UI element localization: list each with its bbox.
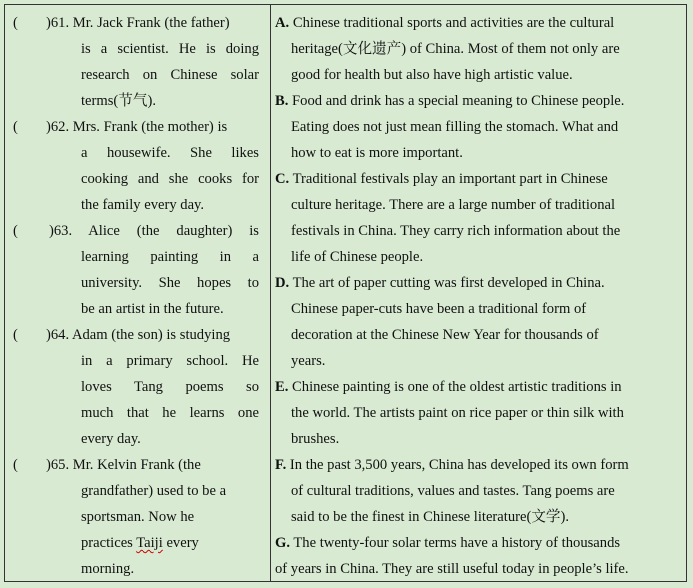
q63-line-2: learning painting in a (81, 249, 259, 265)
q65-practices: practices (81, 535, 137, 551)
option-b-line-1 (275, 91, 624, 111)
option-c-line-3: festivals in China. They carry rich information about the (291, 223, 621, 239)
option-f-text-1: In the past 3,500 years, China has developed its own form (286, 457, 629, 473)
answer-blank-61[interactable]: ( (13, 15, 18, 31)
answer-blank-62[interactable]: ( (13, 119, 18, 135)
option-a-line-2: heritage(文化遗产) of China. Most of them not only are (291, 41, 620, 57)
option-g-line-2: of years in China. They are still useful today in people’s life. (275, 561, 629, 577)
option-a-line-3: good for health but also have high artistic value. (291, 67, 573, 83)
option-d-line-1 (275, 273, 605, 293)
option-f-line-3: said to be the finest in Chinese literature(文学). (291, 509, 570, 525)
option-e-line-3: brushes. (291, 431, 340, 447)
q65-line-3: sportsman. Now he (81, 509, 195, 525)
option-f-letter: F. (275, 457, 287, 473)
option-b-letter: B. (275, 93, 289, 109)
q61-line-1: )61. Mr. Jack Frank (the father) (46, 15, 230, 31)
option-a-text-1: Chinese traditional sports and activities are the cultural (289, 15, 615, 31)
q65-taiji: Taiji (136, 535, 163, 551)
option-d-text-1: The art of paper cutting was first developed in China. (289, 275, 605, 291)
option-f-line-2: of cultural traditions, values and tastes. Tang poems are (291, 483, 615, 499)
q63-line-4: be an artist in the future. (81, 301, 224, 317)
option-a-letter: A. (275, 15, 290, 31)
option-e-text-1: Chinese painting is one of the oldest artistic traditions in (288, 379, 622, 395)
q65-line-2: grandfather) used to be a (81, 483, 227, 499)
answer-blank-63[interactable]: ( (13, 223, 18, 239)
q63-line-1: )63. Alice (the daughter) is (49, 223, 259, 239)
q64-line-5: every day. (81, 431, 141, 447)
option-g-letter: G. (275, 535, 290, 551)
option-c-line-4: life of Chinese people. (291, 249, 424, 265)
q65-line-4 (81, 533, 199, 553)
option-g-text-1: The twenty-four solar terms have a history of thousands (290, 535, 621, 551)
option-d-letter: D. (275, 275, 290, 291)
q65-line-5: morning. (81, 561, 135, 577)
option-c-line-1 (275, 169, 608, 189)
option-g-line-1 (275, 533, 620, 553)
option-e-line-1 (275, 377, 622, 397)
q64-line-3: loves Tang poems so (81, 379, 259, 395)
option-b-line-2: Eating does not just mean filling the stomach. What and (291, 119, 619, 135)
option-b-line-3: how to eat is more important. (291, 145, 463, 161)
option-a-line-1 (275, 13, 614, 33)
q62-line-3: cooking and she cooks for (81, 171, 259, 187)
option-d-line-4: years. (291, 353, 326, 369)
option-c-letter: C. (275, 171, 290, 187)
q61-line-2: is a scientist. He is doing (81, 41, 259, 57)
option-d-line-3: decoration at the Chinese New Year for thousands of (291, 327, 599, 343)
option-d-line-2: Chinese paper-cuts have been a traditional form of (291, 301, 587, 317)
q63-line-3: university. She hopes to (81, 275, 259, 291)
q62-line-1: )62. Mrs. Frank (the mother) is (46, 119, 228, 135)
q61-line-4: terms(节气). (81, 93, 156, 109)
q62-line-4: the family every day. (81, 197, 205, 213)
q65-line-1: )65. Mr. Kelvin Frank (the (46, 457, 201, 473)
option-b-text-1: Food and drink has a special meaning to Chinese people. (288, 93, 625, 109)
q64-line-2: in a primary school. He (81, 353, 259, 369)
q62-line-2: a housewife. She likes (81, 145, 259, 161)
option-c-line-2: culture heritage. There are a large number of traditional (291, 197, 616, 213)
q61-line-3: research on Chinese solar (81, 67, 259, 83)
matching-table (4, 4, 687, 582)
q64-line-4: much that he learns one (81, 405, 259, 421)
column-divider (270, 5, 271, 581)
option-e-line-2: the world. The artists paint on rice paper or thin silk with (291, 405, 624, 421)
option-c-text-1: Traditional festivals play an important part in Chinese (289, 171, 608, 187)
answer-blank-65[interactable]: ( (13, 457, 18, 473)
q64-line-1: )64. Adam (the son) is studying (46, 327, 231, 343)
option-e-letter: E. (275, 379, 289, 395)
answer-blank-64[interactable]: ( (13, 327, 18, 343)
q65-every: every (162, 535, 199, 551)
option-f-line-1 (275, 455, 629, 475)
